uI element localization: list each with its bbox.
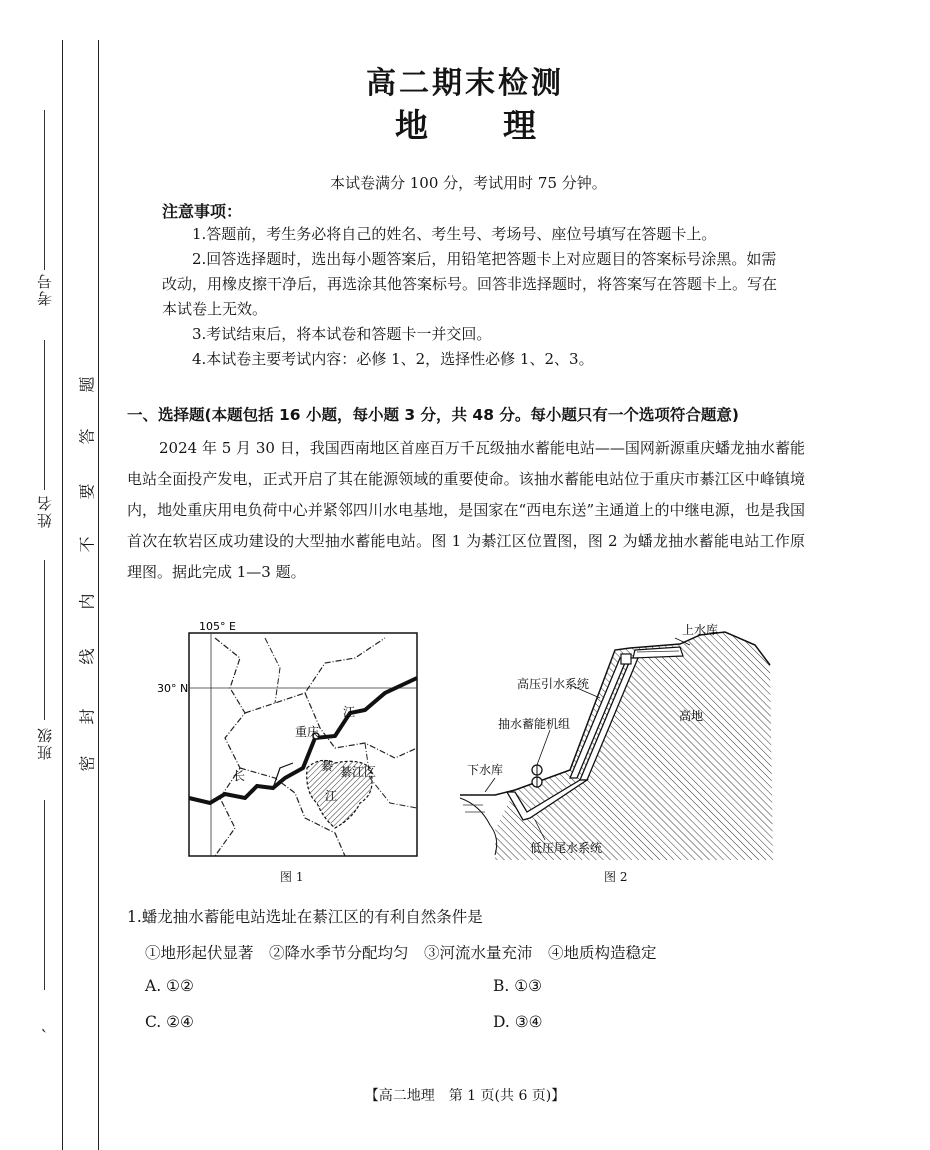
lower-reservoir-label: 下水库 [467, 763, 504, 777]
chongqing-label: 重庆 [295, 725, 320, 739]
extra-line [44, 800, 45, 990]
qi-river-char-1: 綦 [321, 759, 334, 773]
question-1-stem: 1.蟠龙抽水蓄能电站选址在綦江区的有利自然条件是 [127, 908, 483, 926]
exam-intro: 本试卷满分 100 分，考试用时 75 分钟。 [330, 174, 607, 192]
seal-char: 内 [77, 593, 97, 610]
exam-no-label: 考号 [36, 272, 54, 306]
seal-char: 线 [77, 648, 97, 665]
page-footer: 【高二地理 第 1 页(共 6 页)】 [364, 1088, 566, 1104]
river-char-1: 江 [343, 705, 356, 719]
name-line [44, 340, 45, 490]
seal-char: 答 [77, 428, 97, 445]
figure-1-caption: 图 1 [280, 870, 304, 884]
margin-line-outer [62, 40, 63, 1150]
figure-2-caption: 图 2 [604, 870, 628, 884]
seal-char: 要 [77, 483, 97, 500]
note-item: 3.考试结束后，将本试卷和答题卡一并交回。 [192, 325, 492, 343]
exam-no-line [44, 110, 45, 270]
subject-char-1: 地 [395, 106, 428, 145]
qijiang-label: 綦江区 [340, 765, 377, 779]
qi-river-char-2: 江 [325, 789, 338, 803]
margin-dot: 、 [40, 1016, 58, 1033]
note-item: 1.答题前，考生务必将自己的姓名、考生号、考场号、座位号填写在答题卡上。 [192, 225, 717, 243]
lon-label: 105° E [199, 620, 236, 633]
notes-heading: 注意事项： [162, 202, 243, 221]
seal-char: 题 [77, 376, 97, 393]
figure-2-diagram [455, 620, 785, 860]
seal-char: 密 [77, 755, 97, 772]
hp-system-label: 高压引水系统 [517, 677, 590, 691]
question-1-items: ①地形起伏显著 ②降水季节分配均匀 ③河流水量充沛 ④地质构造稳定 [145, 944, 657, 962]
note-item: 2.回答选择题时，选出每小题答案后，用铅笔把答题卡上对应题目的答案标号涂黑。如需改动，用橡皮擦干净后，再选涂其他答案标号。回答非选择题时，将答案写在答题卡上。写在本试卷上无效。 [162, 250, 778, 318]
lat-label: 30° N [157, 682, 189, 695]
seal-char: 不 [77, 536, 97, 553]
class-label: 班级 [36, 726, 54, 760]
river-char-2: 长 [233, 769, 246, 783]
margin-line-inner [98, 40, 99, 1150]
name-label: 姓名 [36, 494, 54, 528]
subject-char-2: 理 [503, 106, 536, 145]
option-d: D. ③④ [493, 1013, 543, 1031]
note-item: 4.本试卷主要考试内容：必修 1、2，选择性必修 1、2、3。 [192, 350, 594, 368]
unit-label: 抽水蓄能机组 [498, 717, 571, 731]
section-heading: 一、选择题(本题包括 16 小题，每小题 3 分，共 48 分。每小题只有一个选项符合题意) [127, 406, 739, 424]
option-c: C. ②④ [145, 1013, 194, 1031]
highland-label: 高地 [679, 709, 704, 723]
seal-char: 封 [77, 708, 97, 725]
figure-1-map [157, 618, 425, 863]
option-b: B. ①③ [493, 977, 543, 995]
upper-reservoir-label: 上水库 [682, 623, 719, 637]
exam-title: 高二期末检测 [366, 66, 564, 101]
option-a: A. ①② [145, 977, 194, 995]
passage: 2024 年 5 月 30 日，我国西南地区首座百万千瓦级抽水蓄能电站——国网新源重庆蟠龙抽水蓄能电站全面投产发电，正式开启了其在能源领域的重要使命。该抽水蓄能电站位于重庆市綦江区中峰镇境内，地处重庆用电负荷中心并紧邻四川水电基地，是国家在“西电东送”主通道上的中继电源，也是我国首次在软岩区成功建设的大型抽水蓄能电站。图 1 为綦江区位置图，图 2 为蟠龙抽水蓄能电站工作原理图。据此完成 1—3 题。 [127, 439, 805, 581]
lp-system-label: 低压尾水系统 [530, 841, 603, 855]
class-line [44, 560, 45, 720]
